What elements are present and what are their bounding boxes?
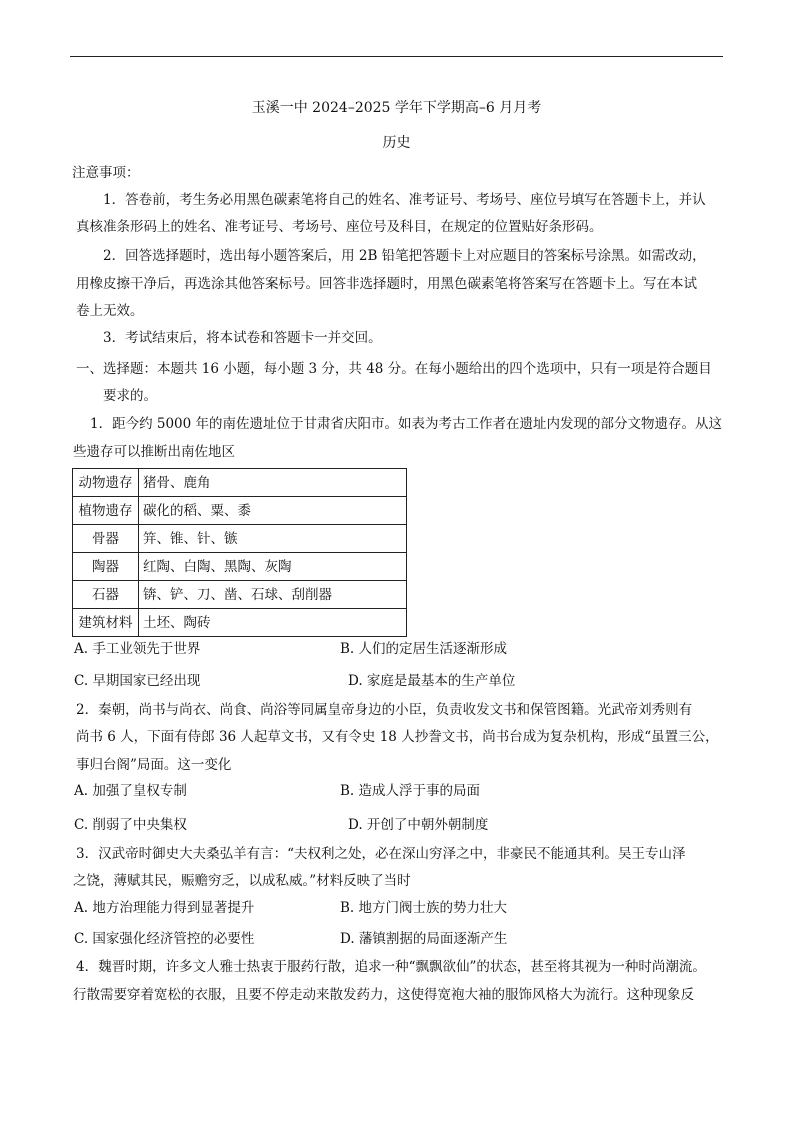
table-row <box>73 469 407 497</box>
question-1-option-d: D. 家庭是最基本的生产单位 <box>348 673 516 689</box>
table-cell-category: 陶器 <box>73 553 139 581</box>
table-cell-category: 石器 <box>73 581 139 609</box>
question-2-option-a: A. 加强了皇权专制 <box>74 783 187 799</box>
question-2-option-c: C. 削弱了中央集权 <box>74 817 187 833</box>
table-cell-category: 骨器 <box>73 525 139 553</box>
question-4-stem-cont: 行散需要穿着宽松的衣服，且要不停走动来散发药力，这使得宽袍大袖的服饰风格大为流行。这种现象反 <box>73 987 694 1003</box>
question-1-stem-cont: 些遗存可以推断出南佐地区 <box>73 444 235 460</box>
question-3-stem-cont: 之饶，薄赋其民，赈赡穷乏，以成私威。”材料反映了当时 <box>73 873 411 889</box>
page-title: 玉溪一中 2024–2025 学年下学期高–6 月月考 <box>251 100 542 116</box>
table-cell-items: 红陶、白陶、黑陶、灰陶 <box>139 553 407 581</box>
question-3-stem: 3．汉武帝时御史大夫桑弘羊有言：“夫权利之处，必在深山穷泽之中，非豪民不能通其利。吴王专山泽 <box>76 846 686 862</box>
question-1-option-c: C. 早期国家已经出现 <box>74 673 201 689</box>
notice-line: 用橡皮擦干净后，再选涂其他答案标号。回答非选择题时，用黑色碳素笔将答案写在答题卡上。写在本试 <box>76 276 697 292</box>
question-1-stem: 1．距今约 5000 年的南佐遗址位于甘肃省庆阳市。如表为考古工作者在遗址内发现的部分文物遗存。从这 <box>90 416 723 432</box>
table-cell-category: 动物遗存 <box>73 469 139 497</box>
table-cell-category: 植物遗存 <box>73 497 139 525</box>
notice-line: 2．回答选择题时，选出每小题答案后，用 2B 铅笔把答题卡上对应题目的答案标号涂黑。如需改动， <box>103 248 706 264</box>
section-heading: 一、选择题：本题共 16 小题，每小题 3 分，共 48 分。在每小题给出的四个选项中，只有一项是符合题目 <box>76 361 712 377</box>
table-cell-items: 土坯、陶砖 <box>139 609 407 637</box>
question-4-stem: 4．魏晋时期，许多文人雅士热衷于服药行散，追求一种“飘飘欲仙”的状态，甚至将其视为一种时尚潮流。 <box>76 959 706 975</box>
question-1-option-a: A. 手工业领先于世界 <box>74 641 201 657</box>
table-cell-items: 锛、铲、刀、凿、石球、刮削器 <box>139 581 407 609</box>
question-3-option-d: D. 藩镇割据的局面逐渐产生 <box>340 931 508 947</box>
notice-line: 卷上无效。 <box>76 303 144 319</box>
table-cell-category: 建筑材料 <box>73 609 139 637</box>
notice-line: 真核准条形码上的姓名、准考证号、考场号、座位号及科目，在规定的位置贴好条形码。 <box>76 219 603 235</box>
table-row <box>73 497 407 525</box>
table-cell-items: 猪骨、鹿角 <box>139 469 407 497</box>
question-1-option-b: B. 人们的定居生活逐渐形成 <box>340 641 508 657</box>
table-cell-items: 笄、锥、针、镞 <box>139 525 407 553</box>
subject-title: 历史 <box>382 135 411 151</box>
table-row <box>73 609 407 637</box>
question-2-option-d: D. 开创了中朝外朝制度 <box>348 817 489 833</box>
notice-line: 1．答卷前，考生务必用黑色碳素笔将自己的姓名、准考证号、考场号、座位号填写在答题卡上，并认 <box>103 192 706 208</box>
notice-heading: 注意事项： <box>72 165 140 181</box>
question-2-stem-cont: 尚书 6 人，下面有侍郎 36 人起草文书，又有令史 18 人抄誊文书，尚书台成为复杂机构，形成“虽置三公， <box>76 729 719 745</box>
table-cell-items: 碳化的稻、粟、黍 <box>139 497 407 525</box>
notice-line: 3．考试结束后，将本试卷和答题卡一并交回。 <box>103 330 382 346</box>
section-heading-cont: 要求的。 <box>103 388 157 404</box>
question-3-option-a: A. 地方治理能力得到显著提升 <box>74 900 255 916</box>
header-rule <box>70 56 723 57</box>
table-row <box>73 581 407 609</box>
table-row <box>73 553 407 581</box>
question-2-option-b: B. 造成人浮于事的局面 <box>340 783 481 799</box>
question-2-stem: 2．秦朝，尚书与尚衣、尚食、尚浴等同属皇帝身边的小臣，负责收发文书和保管图籍。光武帝刘秀则有 <box>76 702 693 718</box>
question-2-stem-cont: 事归台阁”局面。这一变化 <box>76 757 232 773</box>
question-3-option-c: C. 国家强化经济管控的必要性 <box>74 931 255 947</box>
relics-table <box>72 468 407 637</box>
table-row <box>73 525 407 553</box>
question-3-option-b: B. 地方门阀士族的势力壮大 <box>340 900 508 916</box>
